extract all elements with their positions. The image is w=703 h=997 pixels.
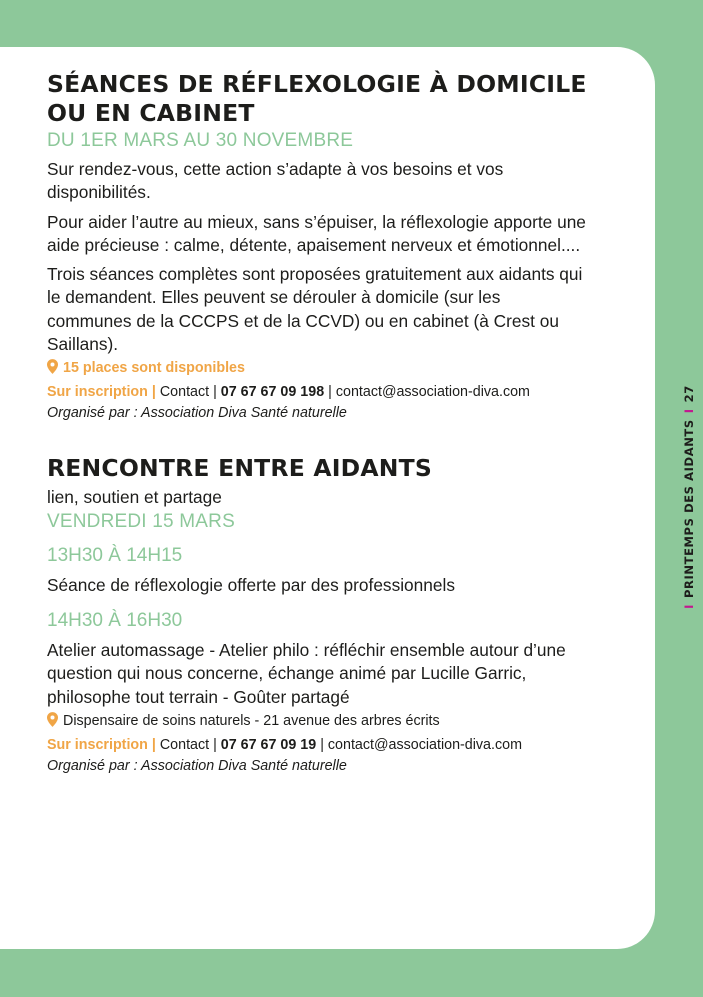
title-line-1: SÉANCES DE RÉFLEXOLOGIE À DOMICILE [47,70,587,98]
map-pin-icon [47,359,58,374]
organizer: Organisé par : Association Diva Santé naturelle [47,757,347,774]
section-subtitle: lien, soutien et partage [47,487,222,508]
places-info [47,358,587,379]
paragraph: Sur rendez-vous, cette action s’adapte à vos besoins et vos disponibilités. [47,159,504,203]
slot-2-description: Atelier automassage - Atelier philo : réfléchir ensemble autour d’une question qui nous concerne, échange animé par Lucille Garric, philosophe tout terrain - Goûter partagé [47,639,566,707]
location-text: Dispensaire de soins naturels - 21 avenue des arbres écrits [63,712,440,729]
event-dates: DU 1ER MARS AU 30 NOVEMBRE [47,130,354,151]
phone-number[interactable]: 07 67 67 09 198 [220,384,325,401]
contact-label: Contact | [159,736,217,753]
contact-label: Contact | [159,384,217,401]
email-link[interactable]: contact@association-diva.com [335,384,530,401]
page-content [47,70,587,777]
time-slot-1: 13H30 À 14H15 [47,544,183,566]
inscription-label: Sur inscription | [47,384,156,401]
section-title: RENCONTRE ENTRE AIDANTS [47,454,432,483]
side-title: PRINTEMPS DES AIDANTS [682,419,696,598]
section-rencontre [47,454,587,776]
location-info [47,711,587,732]
organizer: Organisé par : Association Diva Santé naturelle [47,405,347,422]
separator-bar: I [682,603,696,609]
map-pin-icon [47,712,58,727]
section-reflexologie [47,70,587,424]
paragraph: Trois séances complètes sont proposées gratuitement aux aidants qui le demandent. Elles peuvent se dérouler à domicile (sur les communes de la CCCPS et de la CCVD) ou en cabinet (à Crest ou Saillans). [47,264,583,355]
email-separator: | [328,384,332,401]
slot-1-description: Séance de réflexologie offerte par des professionnels [47,574,455,595]
inscription-label: Sur inscription | [47,736,156,753]
separator-bar: I [682,408,696,414]
event-date: VENDREDI 15 MARS [47,510,235,532]
title-line-2: OU EN CABINET [47,99,255,127]
email-link[interactable]: contact@association-diva.com [327,736,522,753]
phone-number[interactable]: 07 67 67 09 19 [220,736,317,753]
paragraph: Pour aider l’autre au mieux, sans s’épuiser, la réflexologie apporte une aide précieuse : calme, détente, apaisement nerveux et émotionnel.... [47,211,586,255]
email-separator: | [320,736,324,753]
contact-line [47,382,587,403]
time-slot-2: 14H30 À 16H30 [47,609,183,631]
section-title [47,70,587,128]
places-text: 15 places sont disponibles [63,360,245,377]
side-running-header [682,385,696,615]
contact-line [47,735,587,756]
page-number: 27 [682,385,696,403]
